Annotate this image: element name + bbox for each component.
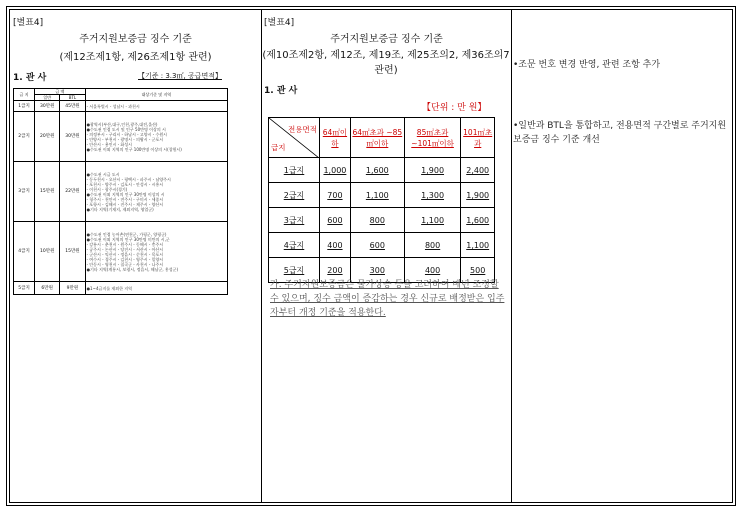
left-target-line: - 서울특별시 - 성남시 - 과천시: [86, 103, 140, 109]
left-target-line: ●광역시(부산,대구,인천,광주,대전,울산): [86, 121, 158, 127]
left-cell-grade: 1급지: [14, 101, 35, 112]
right-col-header-3: 85㎡초과 ~101㎡이하: [404, 118, 461, 158]
right-table-row: [269, 158, 495, 183]
right-deposit-table: [268, 117, 495, 283]
left-cell-grade: 4급지: [14, 222, 35, 282]
left-target-line: - 안동시 - 영천시 - 칠곡군 - 사천시 - 나주시: [86, 261, 164, 267]
left-target-line: - 청주시 - 천안시 - 전주시 - 구미시 - 세종시: [86, 196, 164, 202]
right-unit-note: 【단위 : 만 원】: [422, 103, 487, 113]
left-target-line: ●1~4급지를 제외한 지역: [86, 285, 132, 291]
left-target-line: - 강릉시 - 춘천시 - 원주시 - 동해시 - 충주시: [86, 241, 164, 247]
left-target-line: - 의정부시 - 구리시 - 하남시 - 고양시 - 수원시: [86, 131, 168, 137]
right-cell-value: 300: [350, 258, 404, 283]
left-target-line: ●수도권 인접 도시 및 인구 50만명 이상의 시: [86, 126, 166, 132]
left-section-heading: 1. 관 사: [13, 73, 47, 83]
left-cell-grade: 3급지: [14, 162, 35, 222]
right-section-heading: 1. 관 사: [264, 86, 298, 96]
left-target-line: - 이천시 - 광주시(경기): [86, 186, 128, 192]
left-table-row: [14, 101, 228, 112]
left-target-line: ●수도권 이외 지역의 인구 30만명 이상의 시: [86, 191, 165, 197]
right-table-header-row: [269, 118, 495, 158]
left-cell-target: [85, 162, 227, 222]
left-cell-general: 15만원: [35, 162, 60, 222]
left-target-line: ●수도권 시급 도시: [86, 171, 120, 177]
right-header-grade-label: 급지: [271, 143, 286, 152]
column-divider-1: [261, 9, 262, 503]
right-col-header-4: 101㎡초과: [461, 118, 495, 158]
left-grade-table: [13, 88, 228, 295]
left-cell-btl: 45만원: [60, 101, 85, 112]
left-target-line: ●수도권 이외 지역의 인구 30만명 미만의 시,군: [86, 236, 170, 242]
left-title: 주거지원보증금 징수 기준: [79, 34, 192, 45]
right-cell-grade: 1급지: [269, 158, 320, 183]
right-col-header-2: 64㎡초과 ~85㎡이하: [350, 118, 404, 158]
left-target-line: - 안산시 - 용인시 - 화성시: [86, 141, 133, 147]
left-target-line: ●수도권 인접 농어촌(연천군, 가평군, 양평군): [86, 231, 167, 237]
right-cell-value: 1,100: [404, 208, 461, 233]
left-target-line: - 동두천시 - 오산시 - 평택시 - 파주시 - 남양주시: [86, 176, 171, 182]
right-cell-value: 400: [404, 258, 461, 283]
right-cell-value: 1,600: [461, 208, 495, 233]
left-cell-general: 30만원: [35, 101, 60, 112]
right-cell-grade: 4급지: [269, 233, 320, 258]
left-target-line: - 군산시 - 익산시 - 정읍시 - 순천시 - 목포시: [86, 251, 164, 257]
right-cell-grade: 3급지: [269, 208, 320, 233]
right-table-row: [269, 208, 495, 233]
left-cell-general: 10만원: [35, 222, 60, 282]
right-cell-value: 1,100: [461, 233, 495, 258]
left-cell-target: [85, 282, 227, 295]
note-2: •일반과 BTL을 통합하고, 전용면적 구간별로 주거지원보증금 징수 기준 개선: [513, 121, 727, 145]
right-cell-value: 1,600: [350, 158, 404, 183]
left-cell-grade: 2급지: [14, 112, 35, 162]
left-cell-target: [85, 101, 227, 112]
right-cell-value: 600: [350, 233, 404, 258]
left-table-row: [14, 282, 228, 295]
left-table-row: [14, 162, 228, 222]
left-target-line: - 안양시 - 부천시 - 광명시 - 의왕시 - 군포시: [86, 136, 164, 142]
right-cell-grade: 2급지: [269, 183, 320, 208]
right-cell-value: 1,900: [404, 158, 461, 183]
right-cell-value: 200: [320, 258, 351, 283]
column-divider-2: [511, 9, 512, 503]
left-target-line: - 포항시 - 김해시 - 진주시 - 제주시 - 양산시: [86, 201, 164, 207]
left-cell-general: 20만원: [35, 112, 60, 162]
right-cell-value: 800: [350, 208, 404, 233]
right-header-diagonal-cell: [269, 118, 320, 158]
right-cell-grade: 5급지: [269, 258, 320, 283]
right-annex-tag: [별표4]: [264, 18, 295, 28]
right-cell-value: 600: [320, 208, 351, 233]
left-header-general: 일반: [35, 95, 60, 101]
right-paragraph: [270, 278, 510, 320]
right-cell-value: 1,300: [404, 183, 461, 208]
left-table-row: [14, 112, 228, 162]
left-cell-btl: 22만원: [60, 162, 85, 222]
left-subtitle: (제12조제1항, 제26조제1항 관련): [59, 52, 212, 63]
left-cell-btl: 15만원: [60, 222, 85, 282]
right-cell-value: 1,100: [350, 183, 404, 208]
left-cell-target: [85, 112, 227, 162]
left-header-grade: 급 지: [14, 89, 35, 101]
left-target-line: ●기타 지역(기재지, 제외지역, 영업군): [86, 206, 154, 212]
right-cell-value: 800: [404, 233, 461, 258]
left-target-line: ●기타 지역(계룡시, 보령시, 정읍시, 해남군, 홍성군): [86, 266, 179, 272]
right-subtitle: (제10조제2항, 제12조, 제19조, 제25조의2, 제36조의7 관련): [262, 50, 510, 76]
left-target-line: - 여수시 - 경주시 - 김천시 - 영주시 - 밀양시: [86, 256, 164, 262]
left-annex-tag: [별표4]: [13, 18, 44, 28]
left-target-line: - 공주시 - 논산시 - 당진시 - 서산시 - 아산시: [86, 246, 164, 252]
left-cell-general: 6만원: [35, 282, 60, 295]
right-paragraph-text: 가. 주거지원보증금은 물가상승 등을 고려하여 매년 조정할 수 있으며, 징수 금액이 증감하는 경우 신규로 배정받은 입주자부터 개정 기준을 적용한다.: [270, 280, 505, 318]
right-cell-value: 500: [461, 258, 495, 283]
right-table-row: [269, 233, 495, 258]
left-cell-grade: 5급지: [14, 282, 35, 295]
left-table-row: [14, 222, 228, 282]
left-cell-btl: 9만원: [60, 282, 85, 295]
note-1: •조문 번호 변경 반영, 관련 조항 추가: [513, 60, 661, 70]
right-col-header-1: 64㎡이하: [320, 118, 351, 158]
right-cell-value: 2,400: [461, 158, 495, 183]
left-cell-target: [85, 222, 227, 282]
left-target-line: - 포천시 - 양주시 - 김포시 - 안성시 - 시흥시: [86, 181, 164, 187]
left-target-line: ●수도권 이외 지역의 인구 100만명 이상의 시(창원시): [86, 146, 182, 152]
left-cell-btl: 30만원: [60, 112, 85, 162]
right-title: 주거지원보증금 징수 기준: [330, 34, 443, 45]
right-cell-value: 1,000: [320, 158, 351, 183]
right-header-area-label: 전용면적: [288, 125, 317, 134]
right-cell-value: 700: [320, 183, 351, 208]
right-cell-value: 1,900: [461, 183, 495, 208]
left-header-amount: 금 액: [35, 89, 85, 95]
left-header-btl: BTL: [60, 95, 85, 101]
left-header-target: 대상기준 및 지역: [85, 89, 227, 101]
right-table-row: [269, 183, 495, 208]
left-basis-note: 【기준 : 3.3㎡, 공급면적】: [138, 72, 222, 80]
right-cell-value: 400: [320, 233, 351, 258]
